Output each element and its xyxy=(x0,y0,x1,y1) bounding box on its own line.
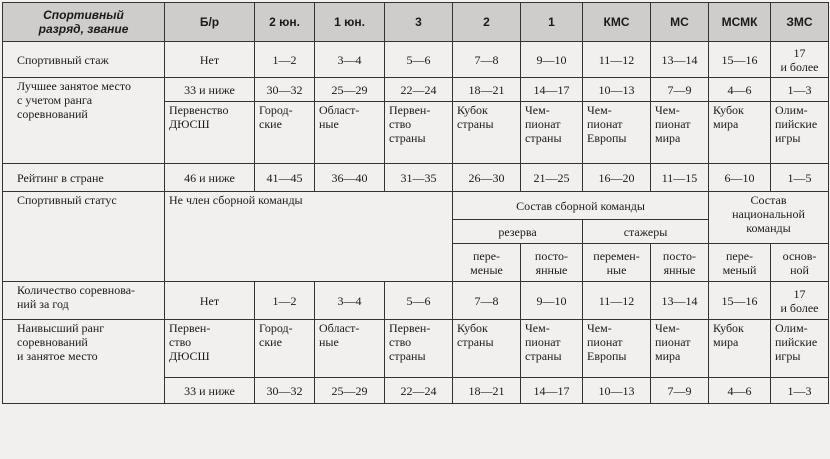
status-sub-cell: основ- ной xyxy=(771,244,829,282)
rank-header-cell: МСМК xyxy=(709,3,771,42)
competitions-count-cell: 15—16 xyxy=(709,282,771,320)
highest-rank-place-cell: 7—9 xyxy=(651,378,709,404)
competitions-count-cell: 11—12 xyxy=(583,282,651,320)
best-place-cell: 7—9 xyxy=(651,78,709,102)
highest-rank-place-cell: 18—21 xyxy=(453,378,521,404)
competition-level-cell: Чем- пионат Европы xyxy=(583,102,651,164)
highest-rank-cell: Чем- пионат мира xyxy=(651,320,709,378)
status-sub-cell: посто- янные xyxy=(521,244,583,282)
competition-level-cell: Кубок мира xyxy=(709,102,771,164)
highest-rank-cell: Олим- пийские игры xyxy=(771,320,829,378)
highest-rank-place-cell: 14—17 xyxy=(521,378,583,404)
row-label: Количество соревнова- ний за год xyxy=(3,282,165,320)
rating-cell: 11—15 xyxy=(651,164,709,192)
best-place-cell: 14—17 xyxy=(521,78,583,102)
competitions-count-cell: 1—2 xyxy=(255,282,315,320)
rating-cell: 16—20 xyxy=(583,164,651,192)
rating-cell: 31—35 xyxy=(385,164,453,192)
status-sub-cell: пере- меные xyxy=(453,244,521,282)
header-row xyxy=(3,3,829,42)
national-team-cell: Состав национальной команды xyxy=(709,192,829,244)
experience-cell: 13—14 xyxy=(651,42,709,78)
best-place-cell: 22—24 xyxy=(385,78,453,102)
highest-rank-place-cell: 33 и ниже xyxy=(165,378,255,404)
best-place-cell: 18—21 xyxy=(453,78,521,102)
competitions-count-cell: 13—14 xyxy=(651,282,709,320)
highest-rank-place-cell: 22—24 xyxy=(385,378,453,404)
rating-cell: 36—40 xyxy=(315,164,385,192)
header-title-cell: Спортивный разряд, звание xyxy=(3,3,165,42)
rank-header-cell: КМС xyxy=(583,3,651,42)
highest-rank-cell: Чем- пионат страны xyxy=(521,320,583,378)
highest-rank-place-cell: 25—29 xyxy=(315,378,385,404)
rank-header-cell: МС xyxy=(651,3,709,42)
competition-level-cell: Первенство ДЮСШ xyxy=(165,102,255,164)
highest-rank-cell: Област- ные xyxy=(315,320,385,378)
competition-level-cell: Чем- пионат страны xyxy=(521,102,583,164)
highest-rank-cell: Первен- ство страны xyxy=(385,320,453,378)
highest-rank-cell: Кубок страны xyxy=(453,320,521,378)
row-label: Наивысший ранг соревнований и занятое место xyxy=(3,320,165,404)
highest-rank-place-cell: 4—6 xyxy=(709,378,771,404)
experience-cell: 11—12 xyxy=(583,42,651,78)
best-place-cell: 25—29 xyxy=(315,78,385,102)
row-label: Рейтинг в стране xyxy=(3,164,165,192)
competition-level-cell: Город- ские xyxy=(255,102,315,164)
not-member-cell: Не член сборной команды xyxy=(165,192,453,282)
experience-cell: 3—4 xyxy=(315,42,385,78)
best-place-row xyxy=(3,78,829,102)
status-row-1 xyxy=(3,192,829,220)
team-cell: Состав сборной команды xyxy=(453,192,709,220)
rank-header-cell: 1 юн. xyxy=(315,3,385,42)
competition-level-cell: Олим- пийские игры xyxy=(771,102,829,164)
highest-rank-place-cell: 1—3 xyxy=(771,378,829,404)
experience-cell: 15—16 xyxy=(709,42,771,78)
rating-cell: 41—45 xyxy=(255,164,315,192)
highest-rank-cell: Кубок мира xyxy=(709,320,771,378)
rating-cell: 26—30 xyxy=(453,164,521,192)
competition-level-cell: Первен- ство страны xyxy=(385,102,453,164)
rank-header-cell: 2 юн. xyxy=(255,3,315,42)
rank-header-cell: 2 xyxy=(453,3,521,42)
rank-header-cell: 1 xyxy=(521,3,583,42)
rank-header-cell: Б/р xyxy=(165,3,255,42)
rank-header-cell: ЗМС xyxy=(771,3,829,42)
experience-cell: 5—6 xyxy=(385,42,453,78)
highest-rank-cell: Первен- ство ДЮСШ xyxy=(165,320,255,378)
status-sub-cell: пере- меный xyxy=(709,244,771,282)
competition-level-cell: Област- ные xyxy=(315,102,385,164)
highest-rank-cell: Город- ские xyxy=(255,320,315,378)
experience-cell: Нет xyxy=(165,42,255,78)
rank-header-cell: 3 xyxy=(385,3,453,42)
competitions-count-cell: 17 и более xyxy=(771,282,829,320)
rating-row xyxy=(3,164,829,192)
reserve-cell: резерва xyxy=(453,220,583,244)
experience-cell: 7—8 xyxy=(453,42,521,78)
highest-rank-row xyxy=(3,320,829,378)
sports-rank-table xyxy=(2,2,829,404)
rating-cell: 21—25 xyxy=(521,164,583,192)
experience-cell: 17 и более xyxy=(771,42,829,78)
status-sub-cell: перемен- ные xyxy=(583,244,651,282)
best-place-cell: 4—6 xyxy=(709,78,771,102)
competitions-count-cell: Нет xyxy=(165,282,255,320)
rating-cell: 1—5 xyxy=(771,164,829,192)
experience-cell: 9—10 xyxy=(521,42,583,78)
row-label: Спортивный стаж xyxy=(3,42,165,78)
best-place-cell: 1—3 xyxy=(771,78,829,102)
trainees-cell: стажеры xyxy=(583,220,709,244)
status-sub-cell: посто- янные xyxy=(651,244,709,282)
competitions-count-cell: 9—10 xyxy=(521,282,583,320)
competitions-count-row xyxy=(3,282,829,320)
highest-rank-place-cell: 10—13 xyxy=(583,378,651,404)
experience-cell: 1—2 xyxy=(255,42,315,78)
competitions-count-cell: 7—8 xyxy=(453,282,521,320)
row-label: Лучшее занятое место с учетом ранга соревнований xyxy=(3,78,165,164)
best-place-cell: 30—32 xyxy=(255,78,315,102)
highest-rank-cell: Чем- пионат Европы xyxy=(583,320,651,378)
competition-level-cell: Чем- пионат мира xyxy=(651,102,709,164)
competitions-count-cell: 3—4 xyxy=(315,282,385,320)
rating-cell: 6—10 xyxy=(709,164,771,192)
competitions-count-cell: 5—6 xyxy=(385,282,453,320)
row-label: Спортивный статус xyxy=(3,192,165,282)
experience-row xyxy=(3,42,829,78)
rating-cell: 46 и ниже xyxy=(165,164,255,192)
best-place-cell: 10—13 xyxy=(583,78,651,102)
best-place-cell: 33 и ниже xyxy=(165,78,255,102)
highest-rank-place-cell: 30—32 xyxy=(255,378,315,404)
competition-level-cell: Кубок страны xyxy=(453,102,521,164)
